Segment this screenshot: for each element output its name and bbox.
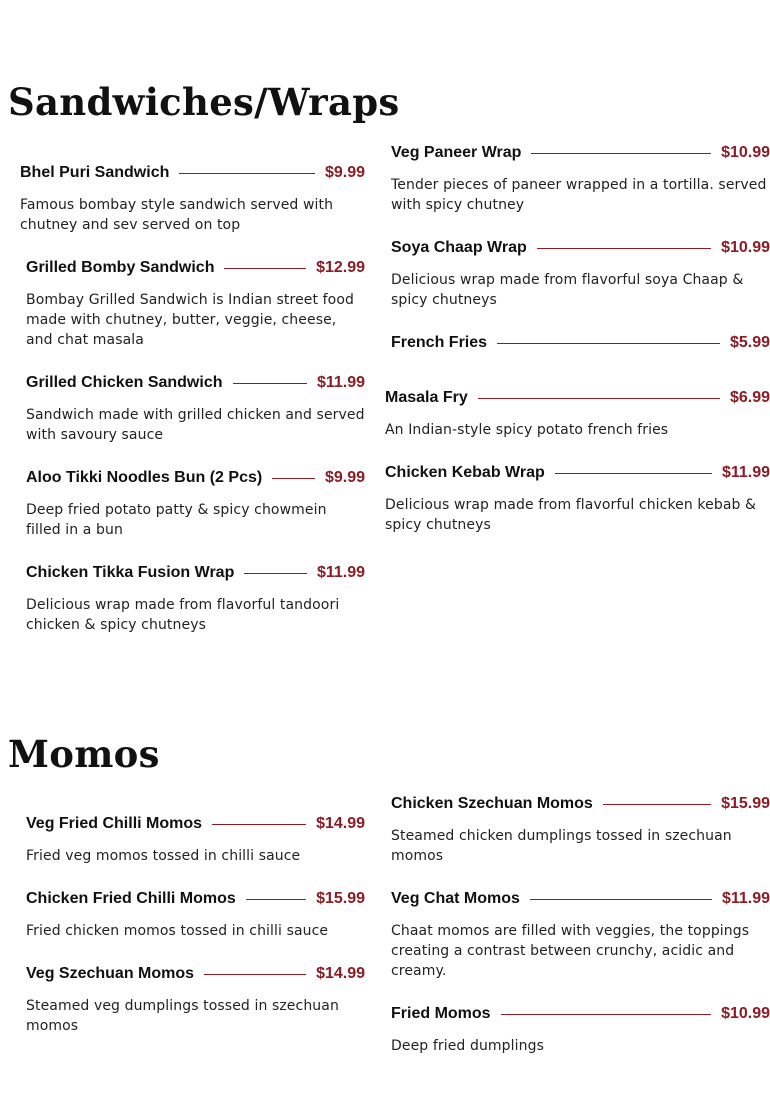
item-name: Bhel Puri Sandwich — [20, 164, 170, 181]
item-divider — [555, 473, 712, 474]
menu-item — [391, 332, 770, 354]
item-description: Steamed veg dumplings tossed in szechuan momos — [26, 998, 339, 1034]
item-price: $15.99 — [316, 890, 365, 907]
item-price: $10.99 — [721, 1005, 770, 1022]
item-description: Bombay Grilled Sandwich is Indian street food made with chutney, butter, veggie, cheese, and chat masala — [26, 292, 354, 348]
item-name: Chicken Szechuan Momos — [391, 795, 593, 812]
menu-item — [391, 888, 770, 981]
item-description: Chaat momos are filled with veggies, the toppings creating a contrast between crunchy, acidic and creamy. — [391, 923, 750, 979]
item-name: Chicken Kebab Wrap — [385, 464, 545, 481]
menu-item — [391, 237, 770, 310]
item-description: Fried chicken momos tossed in chilli sauce — [26, 923, 329, 939]
item-price: $14.99 — [316, 965, 365, 982]
item-divider — [224, 268, 306, 269]
item-price: $11.99 — [316, 564, 365, 581]
item-divider — [531, 153, 711, 154]
item-divider — [179, 173, 315, 174]
item-description: Steamed chicken dumplings tossed in szechuan momos — [391, 828, 732, 864]
item-description: Tender pieces of paneer wrapped in a tortilla. served with spicy chutney — [391, 177, 767, 213]
menu-item — [26, 963, 365, 1036]
item-price: $15.99 — [721, 795, 770, 812]
item-name: Veg Fried Chilli Momos — [26, 815, 203, 832]
item-name: Veg Paneer Wrap — [391, 144, 522, 161]
item-name: Masala Fry — [385, 389, 468, 406]
item-divider — [233, 383, 307, 384]
item-price: $6.99 — [729, 389, 770, 406]
item-description: An Indian-style spicy potato french fries — [385, 422, 669, 438]
item-name: French Fries — [391, 334, 488, 351]
item-divider — [244, 573, 307, 574]
item-divider — [537, 248, 711, 249]
item-description: Deep fried dumplings — [391, 1038, 544, 1054]
menu-item — [26, 467, 365, 540]
item-price: $11.99 — [316, 374, 365, 391]
item-divider — [501, 1014, 712, 1015]
menu-item — [26, 813, 365, 866]
item-description: Famous bombay style sandwich served with chutney and sev served on top — [20, 197, 334, 233]
item-price: $11.99 — [721, 464, 770, 481]
item-divider — [204, 974, 306, 975]
item-name: Fried Momos — [391, 1005, 491, 1022]
item-name: Veg Chat Momos — [391, 890, 520, 907]
item-description: Deep fried potato patty & spicy chowmein filled in a bun — [26, 502, 327, 538]
menu-item — [26, 888, 365, 941]
menu-item — [26, 257, 365, 350]
menu-item — [391, 793, 770, 866]
item-divider — [603, 804, 711, 805]
menu-item — [391, 142, 770, 215]
item-name: Aloo Tikki Noodles Bun (2 Pcs) — [26, 469, 263, 486]
item-price: $9.99 — [324, 164, 365, 181]
item-price: $11.99 — [721, 890, 770, 907]
item-name: Grilled Bomby Sandwich — [26, 259, 215, 276]
menu-item — [385, 462, 770, 535]
item-price: $14.99 — [316, 815, 365, 832]
menu-item — [20, 162, 365, 235]
item-price: $10.99 — [721, 144, 770, 161]
item-price: $5.99 — [729, 334, 770, 351]
menu-item — [26, 562, 365, 635]
item-divider — [212, 824, 306, 825]
item-price: $12.99 — [316, 259, 365, 276]
item-description: Fried veg momos tossed in chilli sauce — [26, 848, 301, 864]
item-description: Delicious wrap made from flavorful chicken kebab & spicy chutneys — [385, 497, 757, 533]
item-divider — [246, 899, 306, 900]
item-description: Delicious wrap made from flavorful soya Chaap & spicy chutneys — [391, 272, 744, 308]
menu-item — [385, 387, 770, 440]
item-description: Delicious wrap made from flavorful tandoori chicken & spicy chutneys — [26, 597, 340, 633]
item-price: $9.99 — [324, 469, 365, 486]
menu-item — [26, 372, 365, 445]
section-title-sandwiches-wraps: Sandwiches/Wraps — [8, 80, 400, 124]
item-name: Chicken Tikka Fusion Wrap — [26, 564, 235, 581]
item-name: Chicken Fried Chilli Momos — [26, 890, 236, 907]
item-name: Soya Chaap Wrap — [391, 239, 527, 256]
item-divider — [497, 343, 720, 344]
item-name: Grilled Chicken Sandwich — [26, 374, 223, 391]
item-divider — [272, 478, 315, 479]
menu-item — [391, 1003, 770, 1056]
item-divider — [530, 899, 712, 900]
item-description: Sandwich made with grilled chicken and served with savoury sauce — [26, 407, 365, 443]
section-title-momos: Momos — [8, 732, 160, 776]
item-name: Veg Szechuan Momos — [26, 965, 195, 982]
item-divider — [478, 398, 720, 399]
item-price: $10.99 — [721, 239, 770, 256]
